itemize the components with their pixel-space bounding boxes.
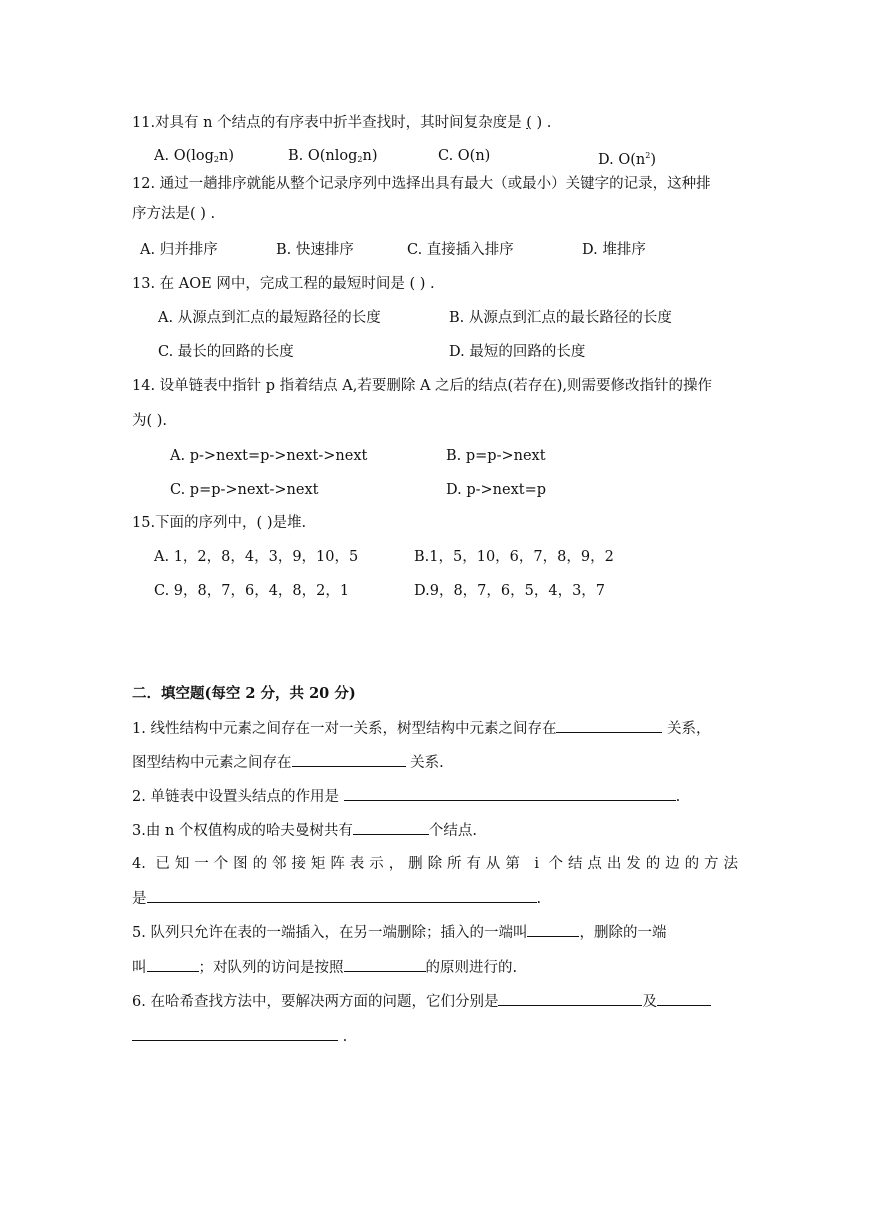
- fill1-line1: 1. 线性结构中元素之间存在一对一关系，树型结构中元素之间存在 关系，: [132, 718, 711, 739]
- fill1-line2: 图型结构中元素之间存在 关系.: [132, 752, 444, 773]
- q13-option-a: A. 从源点到汇点的最短路径的长度: [158, 310, 381, 326]
- fill6-blank1[interactable]: [498, 991, 642, 1006]
- q14-stem-line1: 14. 设单链表中指针 p 指着结点 A,若要删除 A 之后的结点(若存在),则需要修改指针的操作: [132, 378, 712, 394]
- fill3-blank[interactable]: [353, 820, 429, 835]
- fill6-blank2b[interactable]: [132, 1026, 338, 1041]
- q11-option-c: C. O(n): [438, 148, 491, 164]
- fill1-blank2[interactable]: [292, 752, 406, 767]
- q14-option-b: B. p=p->next: [446, 448, 546, 464]
- q11-option-a: A. $O(\log_2n)$: [154, 148, 234, 164]
- q14-option-d: D. p->next=p: [446, 482, 547, 498]
- section-title-fill-in: 二．填空题(每空 2 分，共 20 分): [132, 685, 356, 702]
- fill3-line: 3.由 n 个权值构成的哈夫曼树共有 个结点.: [132, 820, 477, 841]
- q11-option-b: B. O(nlog$_2$n): [288, 148, 378, 164]
- q14-option-c: C. p=p->next->next: [170, 482, 319, 498]
- fill4-line2: 是 .: [132, 888, 541, 909]
- fill5-blank3[interactable]: [344, 957, 426, 972]
- q13-option-d: D. 最短的回路的长度: [449, 344, 586, 360]
- q13-option-b: B. 从源点到汇点的最长路径的长度: [449, 310, 672, 326]
- q12-stem-line2: 序方法是( ) .: [132, 206, 216, 222]
- fill4-line1: 4. 已知一个图的邻接矩阵表示，删除所有从第 i 个结点出发的边的方法: [132, 856, 738, 872]
- q14-option-a: A. p->next=p->next->next: [170, 448, 368, 464]
- q15-option-d: D.9，8，7，6，5，4，3，7: [414, 583, 606, 599]
- q12-option-d: D. 堆排序: [582, 242, 646, 258]
- fill2-line: 2. 单链表中设置头结点的作用是 .: [132, 786, 680, 807]
- q13-stem: 13. 在 AOE 网中，完成工程的最短时间是 ( ) .: [132, 276, 435, 292]
- fill5-blank1[interactable]: [527, 922, 579, 937]
- fill6-line1: 6. 在哈希查找方法中，要解决两方面的问题，它们分别是 及: [132, 991, 711, 1012]
- fill2-blank[interactable]: [344, 786, 676, 801]
- fill6-blank2a[interactable]: [657, 991, 711, 1006]
- q15-option-a: A. 1，2，8，4，3，9，10，5: [154, 549, 359, 565]
- fill6-line2: .: [132, 1026, 347, 1047]
- q15-option-b: B.1，5，10，6，7，8，9，2: [414, 549, 614, 565]
- q12-stem-line1: 12. 通过一趟排序就能从整个记录序列中选择出具有最大（或最小）关键字的记录，这种排: [132, 176, 711, 192]
- fill5-blank2[interactable]: [147, 957, 199, 972]
- q11-stem: 11.对具有 n 个结点的有序表中折半查找时，其时间复杂度是 ( ) .: [132, 115, 552, 131]
- q12-option-c: C. 直接插入排序: [407, 242, 514, 258]
- q12-option-a: A. 归并排序: [140, 242, 218, 258]
- fill5-line2: 叫 ；对队列的访问是按照 的原则进行的.: [132, 957, 517, 978]
- q14-stem-line2: 为( ).: [132, 413, 168, 429]
- q13-option-c: C. 最长的回路的长度: [158, 344, 294, 360]
- fill1-blank1[interactable]: [556, 718, 662, 733]
- fill5-line1: 5. 队列只允许在表的一端插入，在另一端删除；插入的一端叫 ，删除的一端: [132, 922, 666, 943]
- q15-stem: 15.下面的序列中，( )是堆.: [132, 515, 307, 531]
- q11-option-d: D. $O(n^2)$: [598, 151, 656, 168]
- q15-option-c: C. 9，8，7，6，4，8，2，1: [154, 583, 350, 599]
- fill4-blank[interactable]: [147, 888, 537, 903]
- q12-option-b: B. 快速排序: [276, 242, 354, 258]
